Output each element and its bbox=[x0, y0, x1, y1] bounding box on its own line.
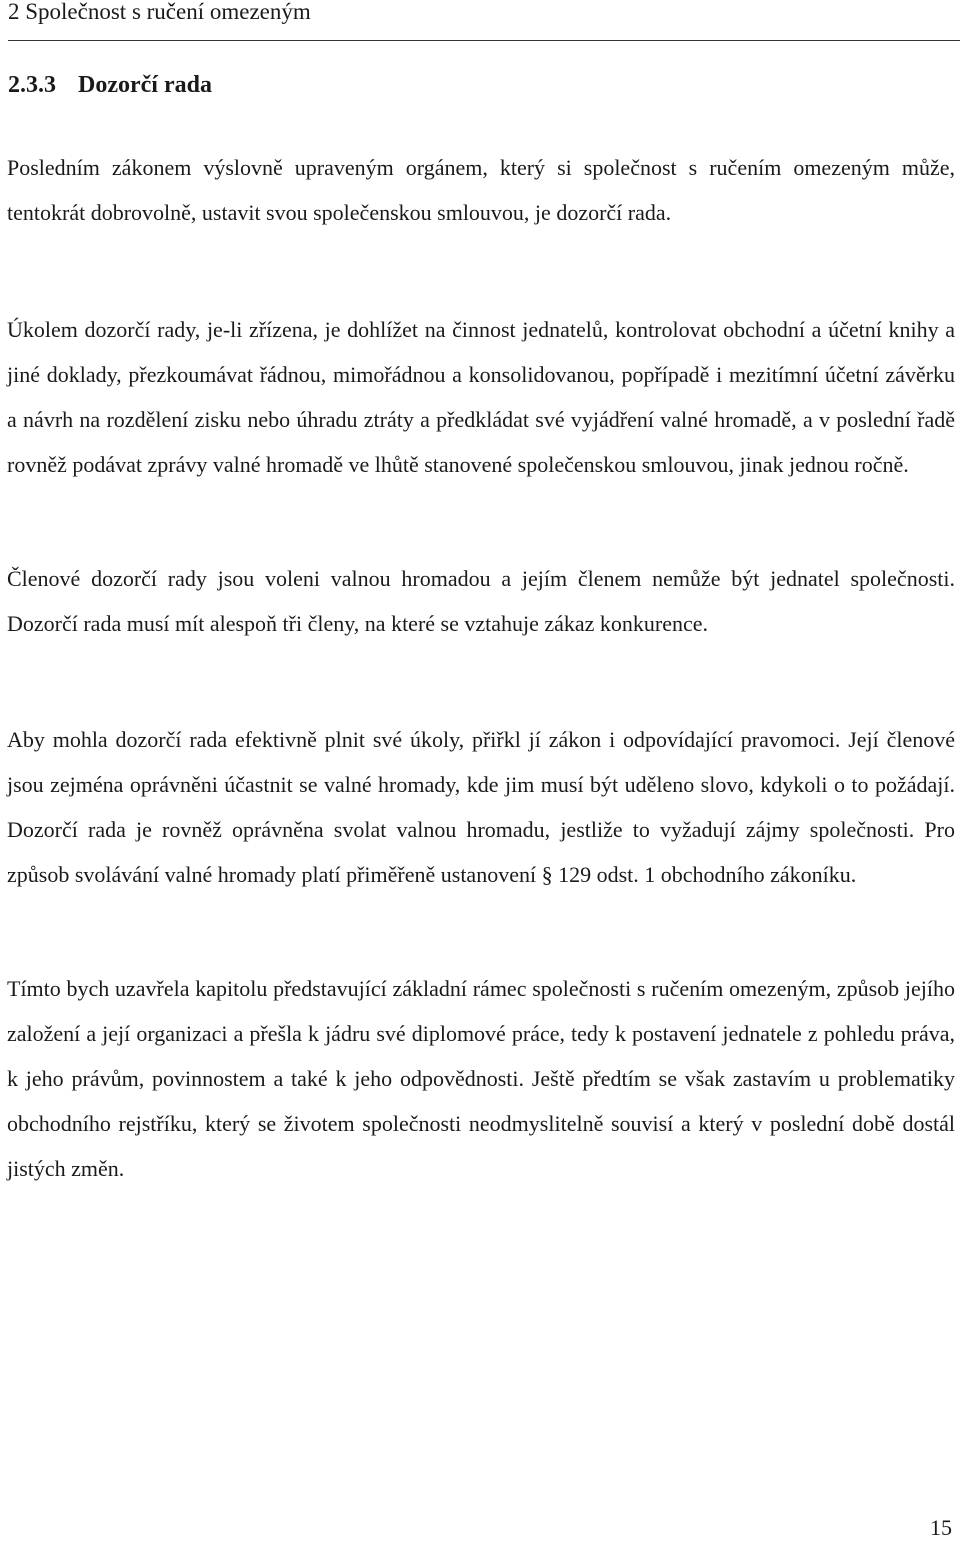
paragraph: Úkolem dozorčí rady, je-li zřízena, je dohlížet na činnost jednatelů, kontrolovat obchodní a účetní knihy a jiné doklady, přezkoumávat řádnou, mimořádnou a konsolidovanou, popřípadě i mezitímní účetní závěrku a návrh na rozdělení zisku nebo úhradu ztráty a předkládat své vyjádření valné hromadě, a v poslední řadě rovněž podávat zprávy valné hromadě ve lhůtě stanovené společenskou smlouvou, jinak jednou ročně. bbox=[7, 317, 955, 477]
paragraph: Aby mohla dozorčí rada efektivně plnit své úkoly, přiřkl jí zákon i odpovídající pravomoci. Její členové jsou zejména oprávněni účastnit se valné hromady, kde jim musí být uděleno slovo, kdykoli o to požádají. Dozorčí rada je rovněž oprávněna svolat valnou hromadu, jestliže to vyžadují zájmy společnosti. Pro způsob svolávání valné hromady platí přiměřeně ustanovení § 129 odst. 1 obchodního zákoníku. bbox=[7, 727, 955, 887]
header-divider bbox=[8, 40, 960, 41]
paragraph: Členové dozorčí rady jsou voleni valnou hromadou a jejím členem nemůže být jednatel společnosti. Dozorčí rada musí mít alespoň tři členy, na které se vztahuje zákaz konkurence. bbox=[7, 566, 955, 636]
section-title: Dozorčí rada bbox=[78, 72, 212, 98]
paragraph: Posledním zákonem výslovně upraveným orgánem, který si společnost s ručením omezeným může, tentokrát dobrovolně, ustavit svou společenskou smlouvou, je dozorčí rada. bbox=[7, 155, 955, 225]
paragraph: Tímto bych uzavřela kapitolu představující základní rámec společnosti s ručením omezeným, způsob jejího založení a její organizaci a přešla k jádru své diplomové práce, tedy k postavení jednatele z pohledu práva, k jeho právům, povinnostem a také k jeho odpovědnosti. Ještě předtím se však zastavím u problematiky obchodního rejstříku, který se životem společnosti neodmyslitelně souvisí a který v poslední době dostál jistých změn. bbox=[7, 976, 955, 1181]
running-header: 2 Společnost s ručení omezeným bbox=[8, 0, 311, 24]
page-number: 15 bbox=[930, 1515, 952, 1540]
section-number: 2.3.3 bbox=[8, 72, 56, 98]
section-heading bbox=[8, 70, 212, 100]
